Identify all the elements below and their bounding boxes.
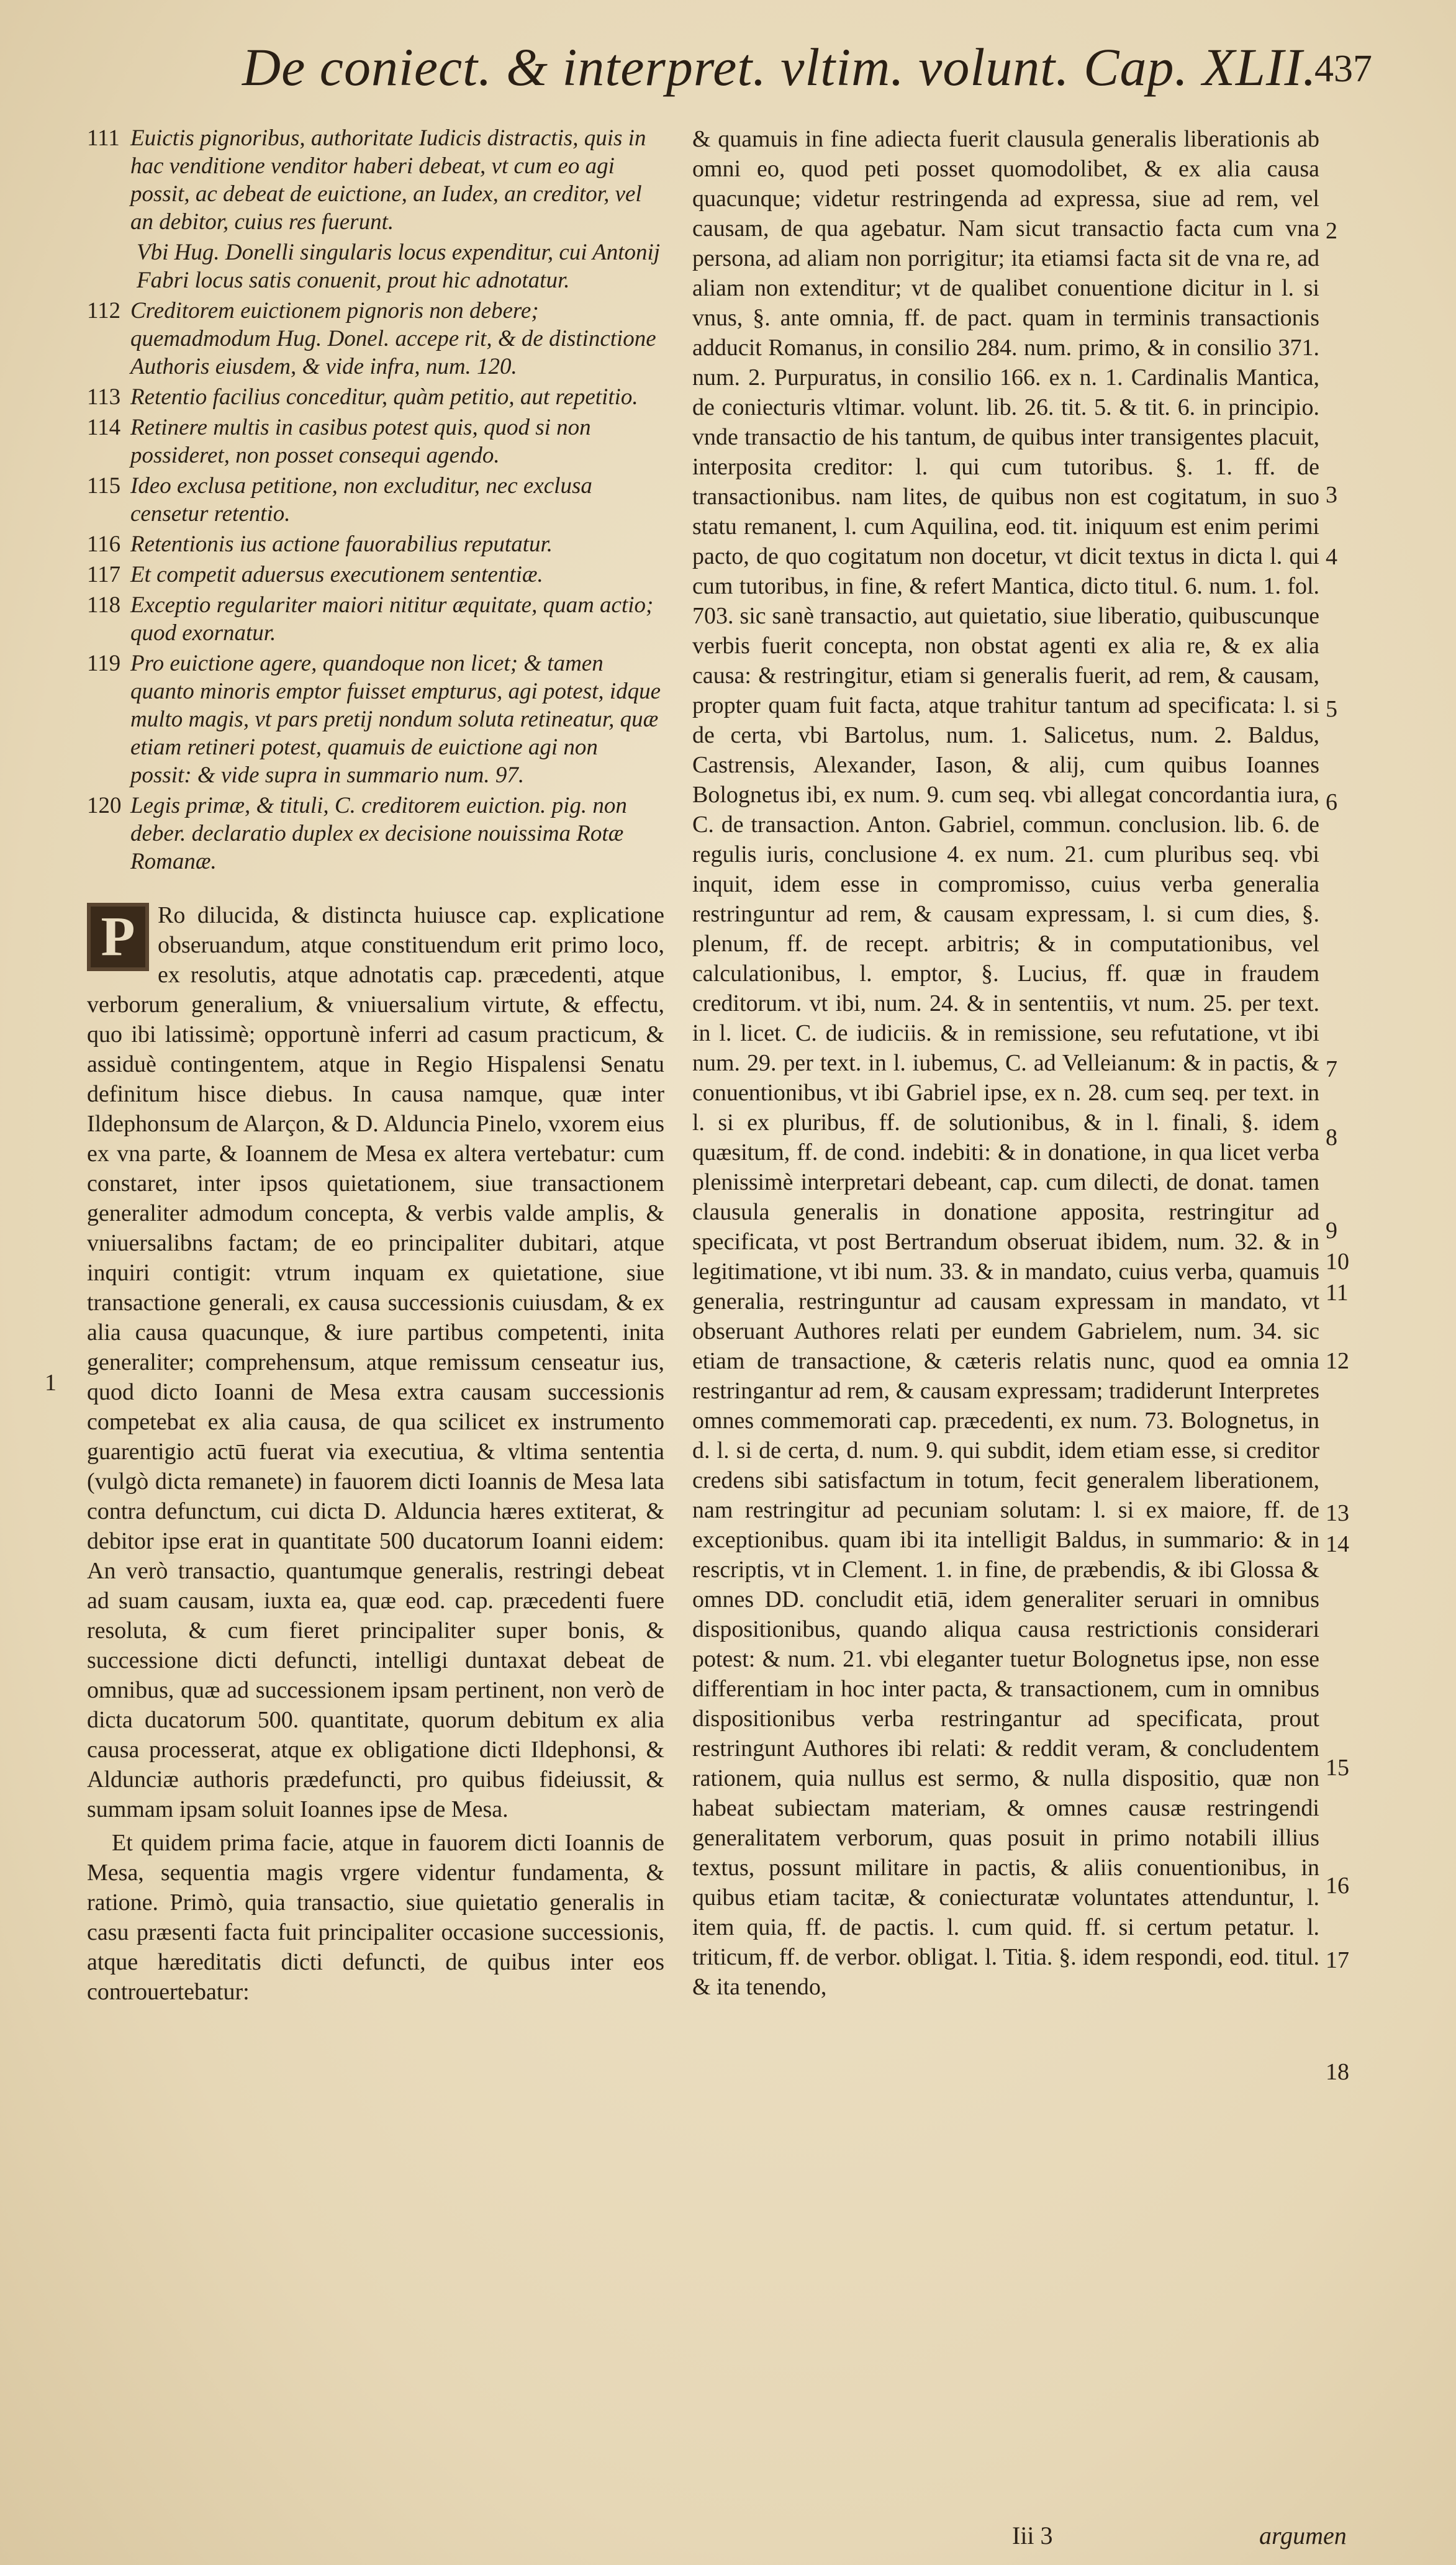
margin-note-number: 6 bbox=[1326, 789, 1337, 815]
summary-item bbox=[87, 414, 664, 469]
summary-number: 118 bbox=[87, 592, 121, 618]
body-paragraph: & quamuis in fine adiecta fuerit clausula generalis liberationis ab omni eo, quod peti posset quomodolibet, & ex alia causa quacunque; videtur restringenda ad expressa, siue ad rem, vel causam, de qua agebatur. Nam sicut transactio facta cum vna persona, ad aliam non porrigitur; ita etiamsi facta sit de vna re, ad aliam non extenditur; vt de qualibet conuentione dicitur in l. si vnus, §. ante omnia, ff. de pact. quam in terminis transactionis adducit Romanus, in consilio 284. num. primo, & in consilio 371. num. 2. Purpuratus, in consilio 166. ex n. 1. Cardinalis Mantica, de coniecturis vltimar. volunt. lib. 26. tit. 5. & tit. 6. in principio. vnde transactio de his tantum, de quibus inter transigentes placuit, interposita creditor: l. qui cum tutoribus. §. 1. ff. de transactionibus. nam lites, de quibus non est cogitatum, in suo statu remanent, l. cum Aquilina, eod. tit. iniquum est enim perimi pacto, de quo cogitatum non docetur, vt dicit textus in dicta l. qui cum tutoribus, in fine, & refert Mantica, dicto titul. 6. num. 1. fol. 703. sic sanè transactio, aut quietatio, siue liberatio, quibuscunque verbis fuerit concepta, non obstat agenti ex alia re, & ex alia causa: & restringitur, etiam si generalis fuerit, ad rem, & causam, propter quam fuit facta, atque trahitur tantum ad specificata: l. si de certa, vbi Bartolus, num. 1. Salicetus, num. 2. Baldus, Castrensis, Alexander, Iason, & alij, cum quibus Ioannes Bolognetus ibi, ex num. 9. cum seq. vbi allegat concordantia iura, C. de transaction. Anton. Gabriel, commun. conclusion. lib. 6. de regulis iuris, conclusione 4. ex num. 21. cum pluribus seq. vbi inquit, idem esse in compromisso, cuius verba generalia restringuntur ad rem, & causam expressam, l. si cum dies, §. plenum, ff. de recept. arbitris; & in computationibus, vel calculationibus, l. emptor, §. Lucius, ff. quæ in fraudem creditorum. vt ibi, num. 24. & in sententiis, vt num. 25. per text. in l. licet. C. de iudiciis. & in remissione, seu refutatione, vt ibi num. 29. per text. in l. iubemus, C. ad Velleianum: & in pactis, & conuentionibus, vt ibi Gabriel ipse, ex n. 28. cum seq. per text. in l. si ex pluribus, ff. de solutionibus, & in l. finali, §. idem quæsitum, ff. de cond. indebiti: & in donatione, in qua licet verba plenissimè interpretari debeant, cap. cum dilecti, de donat. tamen clausula generalis in donatione apposita, restringitur ad specificata, vt post Bertrandum obseruat ibidem, num. 32. & in legitimatione, vt ibi num. 33. & in mandato, cuius verba, quamuis generalia, restringuntur ad causam expressam in mandato, vt obseruant Authores relati per eundem Gabrielem, num. 34. sic etiam de transactione, & cæteris relatis nunc, quod ea omnia restringantur ad rem, & causam expressam; tradiderunt Interpretes omnes commemorati cap. præcedenti, ex num. 73. Bolognetus, in d. l. si de certa, d. num. 9. qui subdit, idem etiam esse, si creditor credens sibi satisfactum in totum, fecit generalem liberationem, nam restringitur ad pecuniam solutam: l. si ex maiore, ff. de exceptionibus. quam ibi ita intelligit Baldus, in summario: & in rescriptis, vt in Clement. 1. in fine, de præbendis, & ibi Glossa & omnes DD. concludit etiā, idem generaliter seruari in omnibus dispositionibus, quando aliqua causa restrictionis considerari potest: & num. 21. vbi eleganter tuetur Bolognetus ipse, non esse differentiam in hoc inter pacta, & transactionem, cum in omnibus dispositionibus verba restringantur ad specificata, prout restringunt Authores ibi relati: & reddit veram, & concludentem rationem, quia nullus est sermo, & nulla dispositio, quæ non habeat subiectam materiam, & omnes causæ restringendi generalitatem verborum, quas posuit in primo notabili illius textus, possunt militare in pactis, & aliis conuentionibus, in quibus etiam tacitæ, & coniecturatæ voluntates attenduntur, l. item quia, ff. de pactis. l. cum quid. ff. si certum petatur. l. triticum, ff. de verbor. obligat. l. Titia. §. idem respondi, eod. titul. & ita tenendo, bbox=[692, 126, 1319, 2000]
summary-text: Exceptio regulariter maiori nititur æquitate, quam actio; quod exornatur. bbox=[130, 592, 654, 646]
margin-note-number: 11 bbox=[1326, 1280, 1349, 1306]
summary-number: 119 bbox=[87, 651, 121, 676]
summary-text: Creditorem euictionem pignoris non debere; quemadmodum Hug. Donel. accepe rit, & de distinctione Authoris eiusdem, & vide infra, num. 120. bbox=[130, 298, 656, 379]
summary-number: 114 bbox=[87, 415, 121, 440]
summary-item bbox=[87, 530, 664, 558]
margin-note-number: 5 bbox=[1326, 696, 1337, 722]
summary-item bbox=[87, 297, 664, 381]
margin-note-number: 3 bbox=[1326, 482, 1337, 508]
catchword: argumen bbox=[1259, 2522, 1347, 2549]
summary-number: 113 bbox=[87, 384, 121, 410]
summary-number: 111 bbox=[87, 125, 120, 151]
summary-number: 116 bbox=[87, 532, 121, 557]
page-header bbox=[205, 36, 1385, 117]
margin-note-number: 13 bbox=[1326, 1500, 1349, 1526]
summary-item bbox=[87, 649, 664, 789]
margin-note-number: 4 bbox=[1326, 544, 1337, 570]
summary-item bbox=[87, 561, 664, 589]
margin-note-number: 7 bbox=[1326, 1056, 1337, 1082]
running-title: De coniect. & interpret. vltim. volunt. Cap. XLII. bbox=[242, 37, 1317, 97]
summary-number: 120 bbox=[87, 793, 122, 818]
summary-number: 115 bbox=[87, 473, 121, 499]
margin-numbers bbox=[1326, 217, 1381, 2453]
body-paragraph: Et quidem prima facie, atque in fauorem dicti Ioannis de Mesa, sequentia magis vrgere videntur fundamenta, & ratione. Primò, quia transactio, siue quietatio generalis in casu præsenti facta fuit principaliter occasione successionis, atque hæreditatis dicti defuncti, de quibus inter eos controuertebatur: bbox=[87, 1830, 664, 2005]
summary-number: 117 bbox=[87, 562, 121, 587]
summary-note: Vbi Hug. Donelli singularis locus expenditur, cui Antonij Fabri locus satis conuenit, prout hic adnotatur. bbox=[137, 240, 661, 293]
margin-note-number: 17 bbox=[1326, 1947, 1349, 1973]
page-number: 437 bbox=[1314, 48, 1372, 90]
summary-number: 112 bbox=[87, 298, 121, 323]
margin-note-number: 18 bbox=[1326, 2059, 1349, 2085]
summary-list bbox=[87, 124, 664, 875]
summary-item bbox=[87, 472, 664, 528]
margin-note-number: 10 bbox=[1326, 1249, 1349, 1275]
right-column bbox=[692, 124, 1319, 2471]
summary-text: Legis primæ, & tituli, C. creditorem euiction. pig. non deber. declaratio duplex ex decisione nouissima Rotæ Romanæ. bbox=[130, 793, 627, 874]
margin-note-number: 9 bbox=[1326, 1218, 1337, 1244]
summary-item bbox=[87, 792, 664, 875]
margin-note-number: 8 bbox=[1326, 1124, 1337, 1151]
margin-note-number: 12 bbox=[1326, 1348, 1349, 1374]
margin-note-number: 1 bbox=[45, 1370, 57, 1396]
summary-item bbox=[87, 124, 664, 236]
margin-note-number: 16 bbox=[1326, 1873, 1349, 1899]
margin-note-number: 15 bbox=[1326, 1755, 1349, 1781]
page-footer bbox=[0, 2521, 1456, 2564]
main-text-left bbox=[87, 900, 664, 2007]
summary-text: Retentio facilius conceditur, quàm petitio, aut repetitio. bbox=[130, 384, 638, 410]
summary-text: Et competit aduersus executionem sententiæ. bbox=[130, 562, 543, 587]
signature-mark: Iii 3 bbox=[1012, 2522, 1053, 2549]
summary-item bbox=[87, 591, 664, 647]
body-paragraph: Ro dilucida, & distincta huiusce cap. explicatione obseruandum, atque constituendum erit primo loco, ex resolutis, atque adnotatis cap. præcedenti, atque verborum generalium, & vniuersalium virtute, & effectu, quo ibi latissimè; opportunè inferri ad casum practicum, & assiduè contingentem, atque in Regio Hispalensi Senatu definitum hisce diebus. In causa namque, quæ inter Ildephonsum de Alarçon, & D. Alduncia Pinelo, vxorem eius ex vna parte, & Ioannem de Mesa ex altera vertebatur: cum constaret, inter ipsos quietationem, siue transactionem generaliter admodum concepta, & verbis valde amplis, & vniuersalibns factam; de eo principaliter dubitari, atque inquiri contigit: vtrum inquam ex quietatione, siue transactione generali, ex causa successionis cuiusdam, & ex alia causa quacunque, & iure partibus competenti, inita generaliter; comprehensum, atque remissum censeatur ius, quod dicto Ioanni de Mesa extra causam successionis competebat ex alia causa, de qua scilicet ex instrumento guarentigio actū fuerat via executiua, & vltima sententia (vulgò dicta remanete) in fauorem dicti Ioannis de Mesa lata contra defunctum, cui dicta D. Aldunciа hæres extiterat, & debitor ipse erat in quantitate 500 ducatorum Ioanni eidem: An verò transactio, quantumque generalis, restringi debeat ad suam causam, iuxta ea, quæ eod. cap. præcedenti fuere resoluta, & cum fieret principaliter super bonis, & successione dicti defuncti, intelligi duntaxat debeat de omnibus, quæ ad successionem ipsam pertinent, non verò de dicta ducatorum 500. quantitate, quorum debitum ex alia causa processerat, atque ex obligatione dicti Ildephonsi, & Alduncіæ authoris prædefuncti, pro quibus fideiussit, & summam ipsam soluit Ioannes ipse de Mesa. bbox=[87, 902, 664, 1822]
summary-text: Retentionis ius actione fauorabilius reputatur. bbox=[130, 532, 553, 557]
summary-text: Euictis pignoribus, authoritate Iudicis distractis, quis in hac venditione venditor haberi debeat, vt cum eo agi possit, ac debeat de euictione, an Iudex, an creditor, vel an debitor, cuius res fuerunt. bbox=[130, 125, 646, 235]
left-column bbox=[87, 124, 664, 2484]
margin-note-number: 2 bbox=[1326, 218, 1337, 244]
summary-text: Retinere multis in casibus potest quis, quod si non possideret, non posset consequi agendo. bbox=[130, 415, 591, 468]
summary-text: Pro euictione agere, quandoque non licet; & tamen quanto minoris emptor fuisset empturus, agi potest, idque multo magis, vt pars pretij nondum soluta retineatur, quæ etiam retineri potest, quamuis de euictione agi non possit: & vide supra in summario num. 97. bbox=[130, 651, 661, 788]
summary-item bbox=[87, 383, 664, 411]
margin-note-number: 14 bbox=[1326, 1531, 1349, 1557]
decorated-initial: P bbox=[87, 903, 149, 971]
summary-text: Ideo exclusa petitione, non excluditur, nec exclusa censetur retentio. bbox=[130, 473, 592, 527]
